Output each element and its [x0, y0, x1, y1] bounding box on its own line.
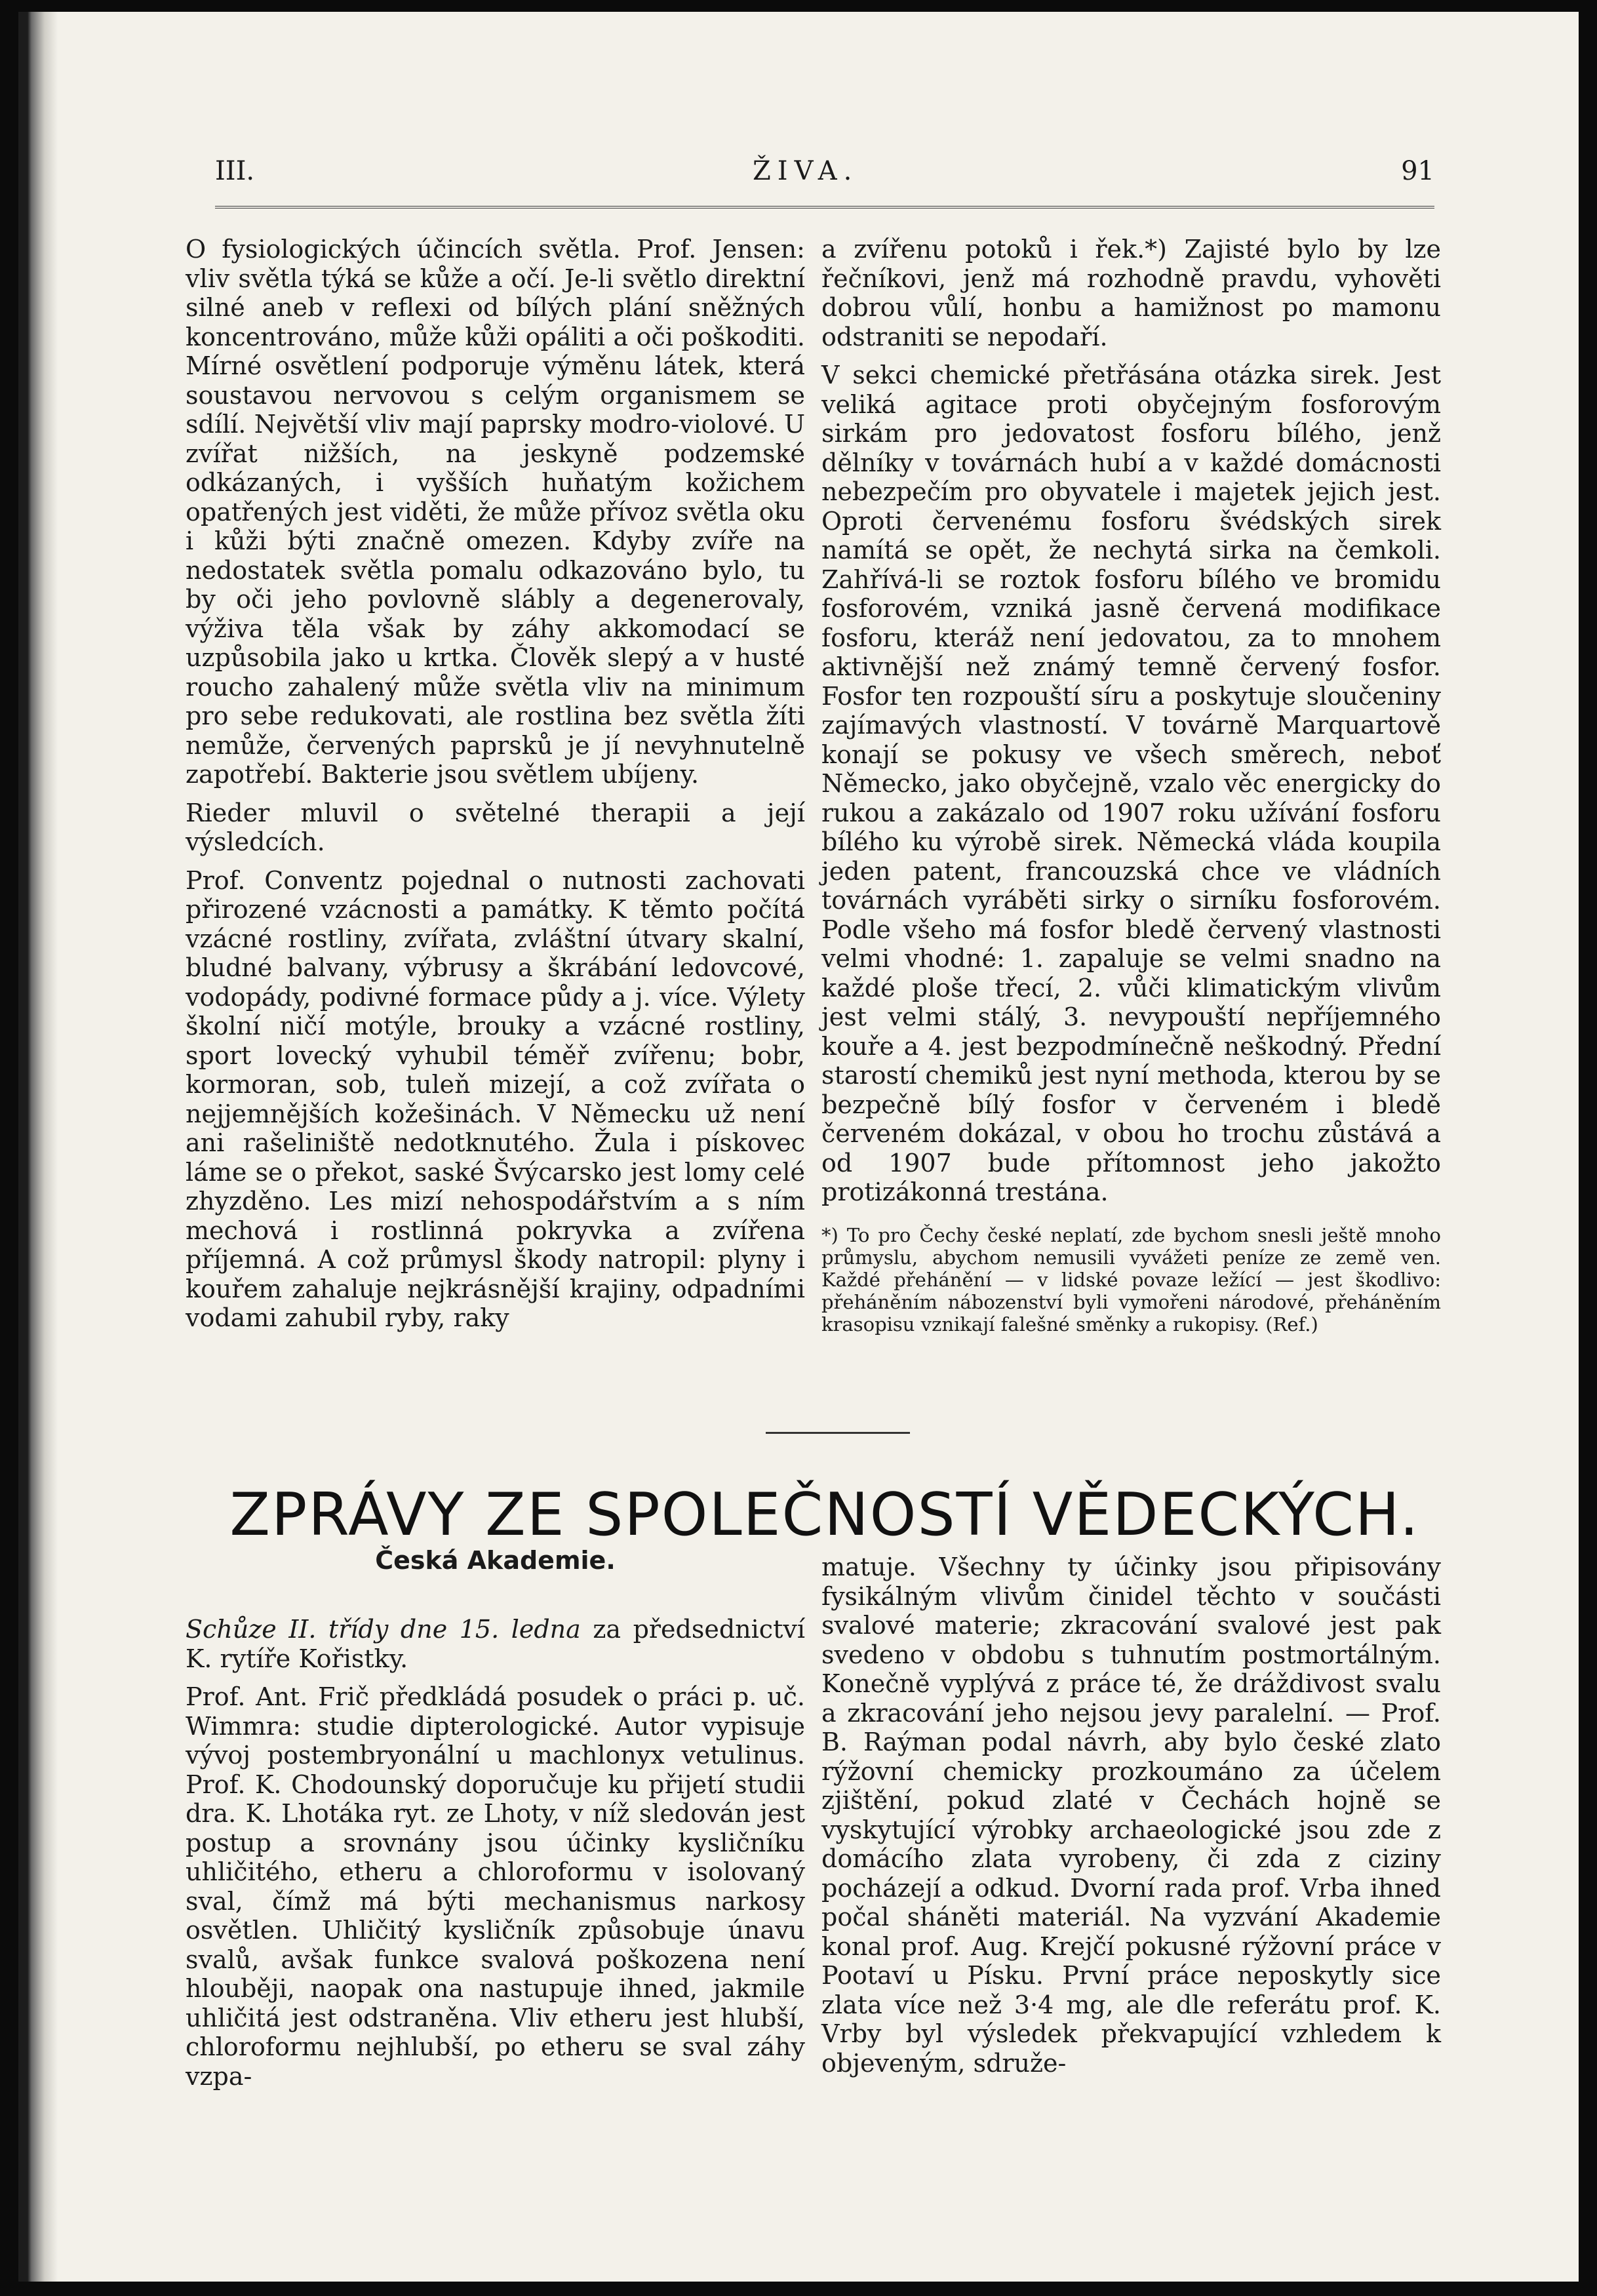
column-right-top: [821, 235, 1441, 1336]
paragraph: O fysiologických účincích světla. Prof. Jensen: vliv světla týká se kůže a očí. Je-li světlo direktní silné aneb v reflexi od bílých plání sněžných koncentrováno, může kůži opáliti a oči poškoditi. Mírné osvětlení podporuje výměnu látek, která soustavou nervovou s celým organismem se sdílí. Největší vliv mají paprsky modro-violové. U zvířat nižších, na jeskyně podzemské odkázaných, i vyšších huňatým kožichem opatřených jest viděti, že může přívoz světla oku i kůži býti značně omezen. Kdyby zvíře na nedostatek světla pomalu odkazováno bylo, tu by oči jeho povlovně slábly a degenerovaly, výživa těla však by záhy akkomodací se uzpůsobila jako u krtka. Člověk slepý a v husté roucho zahalený může světla vliv na minimum pro sebe redukovati, ale rostlina bez světla žíti nemůže, červených paprsků je jí nevyhnutelně zapotřebí. Bakterie jsou světlem ubíjeny.: [186, 235, 805, 789]
page-number: 91: [1401, 156, 1434, 186]
book-spine-shadow: [18, 12, 58, 2282]
column-right-bottom: [821, 1553, 1441, 2078]
paragraph: matuje. Všechny ty účinky jsou připisovány fysikálným vlivům činidel těchto v součásti svalové materie; zkracování svalové jest pak svedeno v obdobu s tuhnutím postmortálným. Konečně vyplývá z práce té, že dráždivost svalu a zkracování jeho nejsou jevy paralelní. — Prof. B. Raýman podal návrh, aby bylo české zlato rýžovní chemicky prozkoumáno za účelem zjištění, pokud zlaté v Čechách hojně se vyskytující výrobky archaeologické jsou zde z domácího zlata vyrobeny, či zda z ciziny pocházejí a odkud. Dvorní rada prof. Vrba ihned počal sháněti materiál. Na vyzvání Akademie konal prof. Aug. Krejčí pokusné rýžovní práce v Pootaví u Písku. První práce neposkytly sice zlata více než 3·4 mg, ale dle referátu prof. K. Vrby byl výsledek překvapující vzhledem k objeveným, sdruže-: [821, 1553, 1441, 2078]
footnote: *) To pro Čechy české neplatí, zde bychom snesli ještě mnoho průmyslu, abychom nemusili vyvážeti peníze ze země ven. Každé přehánění — v lidské povaze ležící — jest škodlivo: přeháněním nábozenství byli vymořeni národové, přeháněním krasopisu vznikají falešné směnky a rukopisy. (Ref.): [821, 1223, 1441, 1336]
paragraph: a zvířenu potoků i řek.*) Zajisté bylo by lze řečníkovi, jenž má rozhodně pravdu, vyhověti dobrou vůlí, honbu a hamižnost po mamonu odstraniti se nepodaří.: [821, 235, 1441, 351]
volume-number: III.: [215, 156, 255, 186]
paragraph: Prof. Conventz pojednal o nutnosti zachovati přirozené vzácnosti a památky. K těmto počítá vzácné rostliny, zvířata, zvláštní útvary skalní, bludné balvany, výbrusy a škrábání ledovcové, vodopády, podivné formace půdy a j. více. Výlety školní ničí motýle, brouky a vzácné rostliny, sport lovecký vyhubil téměř zvířenu; bobr, kormoran, sob, tuleň mizejí, a což zvířata o nejjemnějších kožešinách. V Německu už není ani rašeliniště nedotknutého. Žula i pískovec láme se o překot, saské Švýcarsko jest lomy celé zhyzděno. Les mizí nehospodářstvím a s ním mechová i rostlinná pokryvka a zvířena příjemná. A což průmysl škody natropil: plyny i kouřem zahaluje nejkrásnější krajiny, odpadními vodami zahubil ryby, raky: [186, 865, 805, 1332]
journal-title: ŽIVA.: [753, 156, 859, 186]
section-subheading: Česká Akademie.: [375, 1546, 616, 1575]
running-header: [215, 156, 1434, 202]
paragraph: [186, 1615, 805, 1673]
paragraph: V sekci chemické přetřásána otázka sirek. Jest veliká agitace proti obyčejným fosforovým sirkám pro jedovatost fosforu bílého, jenž dělníky v továrnách hubí a v každé domácnosti nebezpečím pro obyvatele i majetek jejich jest. Oproti červenému fosforu švédských sirek namítá se opět, že nechytá sirka na čemkoli. Zahřívá-li se roztok fosforu bílého ve bromidu fosforovém, vzniká jasně červená modifikace fosforu, kteráž není jedovatou, za to mnohem aktivnější než známý temně červený fosfor. Fosfor ten rozpouští síru a poskytuje sloučeniny zajímavých vlastností. V továrně Marquartově konají se pokusy ve všech směrech, neboť Německo, jako obyčejně, vzalo věc energicky do rukou a zakázalo od 1907 roku užívání fosforu bílého ku výrobě sirek. Německá vláda koupila jeden patent, francouzská chce ve vládních továrnách vyráběti sirky o sirníku fosforovém. Podle všeho má fosfor bledě červený vlastnosti velmi vhodné: 1. zapaluje se velmi snadno na každé ploše třecí, 2. vůči klimatickým vlivům jest velmi stálý, 3. nevypouští nepříjemného kouře a 4. jest bezpodmínečně neškodný. Přední starostí chemiků jest nyní methoda, kterou by se bezpečně bílý fosfor v červeném i bledě červeném dokázal, v obou ho trochu zůstává a od 1907 bude přítomnost jeho jakožto protizákonná trestána.: [821, 361, 1441, 1206]
meeting-date: Schůze II. třídy dne 15. ledna: [186, 1615, 581, 1644]
paragraph: Prof. Ant. Frič předkládá posudek o práci p. uč. Wimmra: studie dipterologické. Autor vypisuje vývoj postembryonální u machlonyx vetulinus. Prof. K. Chodounský doporučuje ku přijetí studii dra. K. Lhotáka ryt. ze Lhoty, v níž sledován jest postup a srovnány jsou účinky kysličníku uhličitého, etheru a chloroformu v isolovaný sval, čímž má býti mechanismus narkosy osvětlen. Uhličitý kysličník způsobuje únavu svalů, avšak funkce svalová poškozena není hlouběji, naopak ona nastupuje ihned, jakmile uhličitá jest odstraněna. Vliv etheru jest hlubší, chloroformu nejhlubší, po etheru se sval záhy vzpa-: [186, 1682, 805, 2091]
meeting-chair: za předsednictví K. rytíře Kořistky.: [186, 1615, 805, 1673]
paragraph: Rieder mluvil o světelné therapii a její výsledcích.: [186, 798, 805, 856]
section-separator: [766, 1432, 910, 1434]
header-rule: [215, 206, 1434, 208]
column-left-bottom: [186, 1615, 805, 2091]
section-title: ZPRÁVY ZE SPOLEČNOSTÍ VĚDECKÝCH.: [229, 1480, 1420, 1549]
column-left-top: [186, 235, 805, 1333]
scanned-page: [18, 12, 1579, 2282]
